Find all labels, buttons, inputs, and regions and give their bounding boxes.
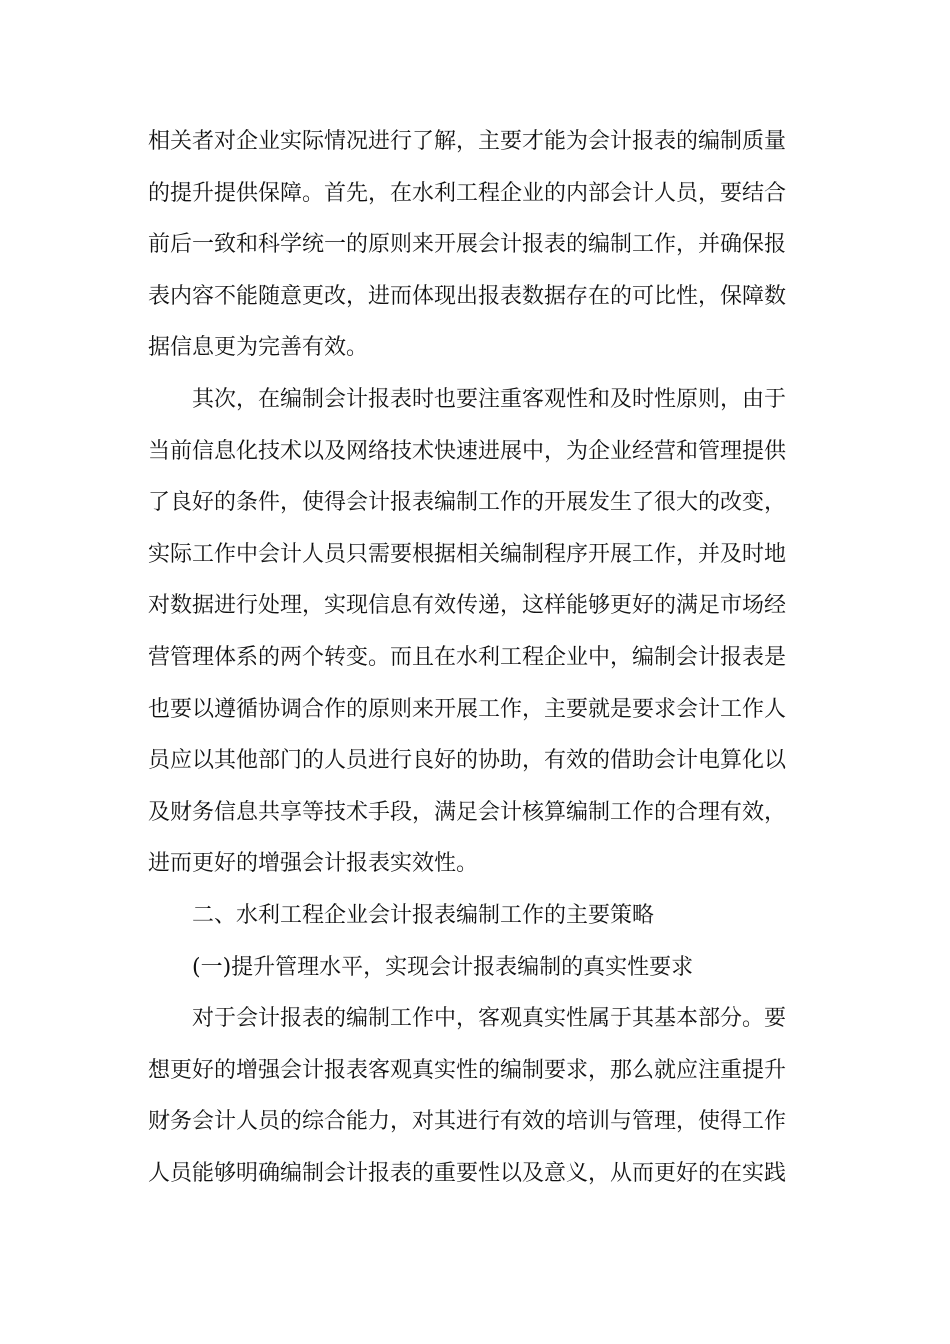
text-line: 员应以其他部门的人员进行良好的协助，有效的借助会计电算化以: [148, 748, 787, 774]
text-line: 实际工作中会计人员只需要根据相关编制程序开展工作，并及时地: [148, 541, 787, 567]
text-line: 也要以遵循协调合作的原则来开展工作，主要就是要求会计工作人: [148, 696, 787, 722]
text-line: 对于会计报表的编制工作中，客观真实性属于其基本部分。要: [192, 1006, 787, 1032]
text-line: (一)提升管理水平，实现会计报表编制的真实性要求: [192, 954, 694, 980]
text-line: 营管理体系的两个转变。而且在水利工程企业中，编制会计报表是: [148, 644, 787, 670]
text-line: 的提升提供保障。首先，在水利工程企业的内部会计人员，要结合: [148, 180, 787, 206]
text-line: 想更好的增强会计报表客观真实性的编制要求，那么就应注重提升: [148, 1057, 787, 1083]
text-line: 表内容不能随意更改，进而体现出报表数据存在的可比性，保障数: [148, 283, 787, 309]
text-line: 其次，在编制会计报表时也要注重客观性和及时性原则，由于: [192, 386, 787, 412]
text-line: 当前信息化技术以及网络技术快速进展中，为企业经营和管理提供: [148, 438, 787, 464]
text-line: 进而更好的增强会计报表实效性。: [148, 851, 479, 877]
text-line: 及财务信息共享等技术手段，满足会计核算编制工作的合理有效，: [148, 799, 787, 825]
text-line: 前后一致和科学统一的原则来开展会计报表的编制工作，并确保报: [148, 232, 787, 258]
body-text: [148, 116, 798, 1199]
text-line: 据信息更为完善有效。: [148, 335, 369, 361]
text-line: 了良好的条件，使得会计报表编制工作的开展发生了很大的改变，: [148, 490, 787, 516]
text-line: 二、水利工程企业会计报表编制工作的主要策略: [192, 902, 655, 928]
text-line: 相关者对企业实际情况进行了解，主要才能为会计报表的编制质量: [148, 129, 787, 154]
text-line: 人员能够明确编制会计报表的重要性以及意义，从而更好的在实践: [148, 1160, 787, 1186]
text-line: 对数据进行处理，实现信息有效传递，这样能够更好的满足市场经: [148, 593, 787, 619]
text-line: 财务会计人员的综合能力，对其进行有效的培训与管理，使得工作: [148, 1109, 787, 1135]
